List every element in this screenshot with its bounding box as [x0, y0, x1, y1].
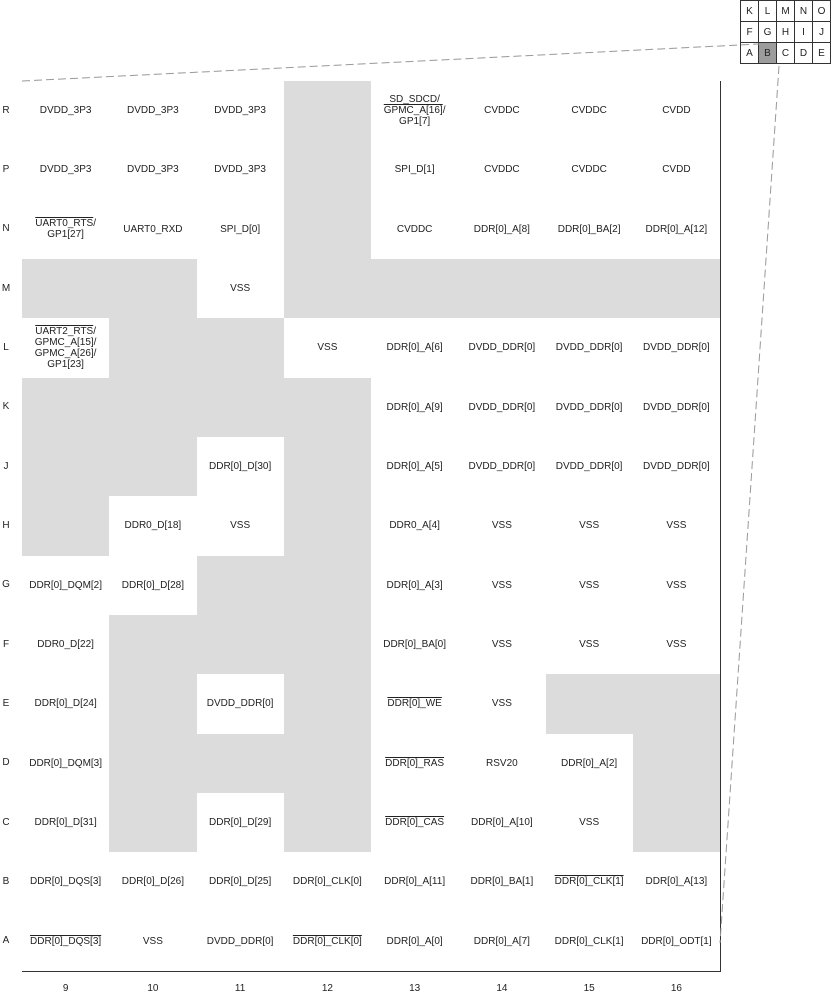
- signal-line: DVDD_DDR[0]: [643, 461, 710, 473]
- signal-line: DDR[0]_A[8]: [473, 223, 530, 235]
- signal-line: UART2_RTS/: [35, 325, 96, 337]
- signal-line: SPI_D[1]: [394, 164, 435, 176]
- leader-line-left: [22, 44, 759, 81]
- mini-map-cell-H: H: [776, 21, 795, 43]
- column-label-10: 10: [147, 983, 159, 994]
- signal-line: VSS: [142, 935, 163, 947]
- signal-line: DVDD_3P3: [214, 164, 266, 176]
- signal-line: CVDDC: [396, 223, 433, 235]
- leader-line-right: [720, 66, 779, 943]
- signal-line: DDR[0]_A[12]: [645, 223, 708, 235]
- signal-line: DVDD_DDR[0]: [206, 698, 274, 710]
- signal-line: DDR[0]_D[26]: [121, 876, 184, 888]
- signal-line: DDR[0]_A[9]: [386, 401, 443, 413]
- signal-line: DVDD_DDR[0]: [643, 342, 710, 354]
- mini-map-cell-K: K: [740, 0, 759, 22]
- signal-line: DDR[0]_A[13]: [645, 876, 708, 888]
- column-label-15: 15: [583, 983, 595, 994]
- signal-line: DDR[0]_A[5]: [386, 461, 443, 473]
- signal-line: DDR[0]_CLK[1]: [554, 876, 624, 888]
- signal-line: DDR0_D[18]: [124, 520, 182, 532]
- signal-line: DDR[0]_CLK[0]: [292, 935, 362, 947]
- mini-map-cell-B: B: [758, 42, 777, 64]
- signal-line: DDR[0]_D[31]: [34, 817, 97, 829]
- signal-line: DDR[0]_CLK[1]: [554, 935, 624, 947]
- signal-line: DDR[0]_DQM[3]: [29, 757, 103, 769]
- signal-line: SPI_D[0]: [220, 223, 261, 235]
- signal-line: GPMC_A[16]/: [383, 105, 446, 117]
- signal-line: CVDDC: [571, 105, 607, 117]
- signal-line: GP1[23]: [47, 358, 84, 370]
- signal-line: CVDDC: [484, 105, 520, 117]
- signal-line: VSS: [579, 817, 600, 829]
- signal-line: DVDD_3P3: [127, 164, 179, 176]
- signal-line: VSS: [579, 520, 600, 532]
- signal-line: UART0_RXD: [123, 223, 183, 235]
- signal-line: CVDD: [662, 164, 691, 176]
- signal-line: DVDD_DDR[0]: [468, 401, 536, 413]
- signal-line: DDR[0]_CAS: [385, 817, 445, 829]
- signal-line: DDR[0]_RAS: [385, 757, 445, 769]
- mini-map-cell-G: G: [758, 21, 777, 43]
- signal-line: SD_SDCD/: [389, 94, 440, 106]
- signal-line: DDR[0]_A[2]: [561, 757, 618, 769]
- mini-map-cell-I: I: [794, 21, 813, 43]
- row-label-R: R: [2, 104, 10, 116]
- signal-line: DDR[0]_D[24]: [34, 698, 97, 710]
- signal-line: DDR[0]_WE: [387, 698, 442, 710]
- signal-line: DVDD_DDR[0]: [555, 461, 623, 473]
- signal-line: VSS: [230, 520, 251, 532]
- signal-line: DVDD_3P3: [39, 105, 92, 117]
- signal-line: VSS: [491, 639, 512, 651]
- signal-line: DVDD_3P3: [127, 105, 179, 117]
- mini-map-cell-E: E: [812, 42, 831, 64]
- column-label-16: 16: [670, 983, 682, 994]
- signal-line: CVDDC: [484, 164, 520, 176]
- signal-line: GP1[27]: [47, 229, 84, 241]
- signal-line: VSS: [491, 520, 512, 532]
- signal-line: DVDD_DDR[0]: [555, 401, 623, 413]
- column-label-12: 12: [321, 983, 333, 994]
- signal-line: DDR[0]_ODT[1]: [641, 935, 712, 947]
- mini-map-cell-N: N: [794, 0, 813, 22]
- signal-line: VSS: [666, 520, 687, 532]
- mini-map-cell-F: F: [740, 21, 759, 43]
- signal-line: CVDDC: [571, 164, 607, 176]
- mini-map-cell-C: C: [776, 42, 795, 64]
- mini-map-cell-O: O: [812, 0, 831, 22]
- signal-line: GP1[7]: [399, 116, 431, 128]
- signal-line: DDR[0]_A[7]: [473, 935, 530, 947]
- signal-line: VSS: [230, 283, 251, 295]
- signal-line: UART0_RTS/: [35, 218, 96, 230]
- mini-map-cell-J: J: [812, 21, 831, 43]
- signal-line: DVDD_DDR[0]: [206, 935, 274, 947]
- signal-line: DDR0_A[4]: [389, 520, 440, 532]
- signal-line: DDR[0]_DQS[3]: [30, 935, 102, 947]
- signal-line: GPMC_A[15]/: [34, 336, 97, 348]
- signal-line: VSS: [579, 639, 600, 651]
- row-label-L: L: [3, 341, 9, 353]
- signal-line: DDR[0]_BA[1]: [470, 876, 534, 888]
- signal-line: VSS: [491, 579, 512, 591]
- column-label-9: 9: [62, 983, 69, 994]
- signal-line: VSS: [579, 579, 600, 591]
- row-label-C: C: [2, 816, 10, 828]
- mini-map-cell-A: A: [740, 42, 759, 64]
- signal-line: DDR[0]_A[10]: [471, 817, 533, 829]
- column-label-14: 14: [496, 983, 508, 994]
- signal-line: DDR0_D[22]: [37, 639, 94, 651]
- signal-line: VSS: [666, 579, 687, 591]
- signal-line: RSV20: [486, 757, 518, 769]
- signal-line: DDR[0]_DQM[2]: [29, 579, 103, 591]
- row-label-P: P: [2, 163, 10, 175]
- row-label-E: E: [2, 697, 10, 709]
- signal-line: CVDD: [662, 105, 691, 117]
- signal-line: VSS: [491, 698, 512, 710]
- row-label-M: M: [1, 282, 11, 294]
- row-label-G: G: [2, 579, 10, 591]
- column-label-13: 13: [409, 983, 421, 994]
- signal-line: DDR[0]_A[3]: [386, 579, 443, 591]
- signal-line: DVDD_3P3: [214, 105, 266, 117]
- signal-line: VSS: [666, 639, 687, 651]
- signal-line: DDR[0]_A[11]: [384, 876, 446, 888]
- row-label-J: J: [3, 460, 9, 472]
- row-label-K: K: [2, 401, 10, 413]
- mini-map-cell-M: M: [776, 0, 795, 22]
- row-label-A: A: [2, 935, 10, 947]
- signal-line: VSS: [317, 342, 338, 354]
- signal-line: DVDD_DDR[0]: [468, 461, 536, 473]
- signal-line: DDR[0]_D[25]: [209, 876, 272, 888]
- signal-line: DVDD_DDR[0]: [555, 342, 623, 354]
- signal-line: DDR[0]_D[29]: [209, 817, 272, 829]
- signal-line: DDR[0]_A[6]: [386, 342, 443, 354]
- mini-map-cell-D: D: [794, 42, 813, 64]
- signal-line: DDR[0]_D[28]: [121, 579, 184, 591]
- row-label-N: N: [2, 223, 10, 235]
- signal-line: DDR[0]_BA[0]: [383, 639, 447, 651]
- row-label-B: B: [2, 875, 10, 887]
- signal-line: DVDD_DDR[0]: [643, 401, 710, 413]
- signal-line: DVDD_3P3: [39, 164, 92, 176]
- signal-line: DDR[0]_DQS[3]: [30, 876, 102, 888]
- signal-line: DDR[0]_CLK[0]: [292, 876, 362, 888]
- signal-line: GPMC_A[26]/: [34, 347, 97, 359]
- row-label-D: D: [2, 757, 10, 769]
- signal-line: DDR[0]_A[0]: [386, 935, 443, 947]
- row-label-F: F: [2, 638, 10, 650]
- column-label-11: 11: [234, 983, 246, 994]
- row-label-H: H: [2, 519, 10, 531]
- signal-line: DDR[0]_BA[2]: [557, 223, 621, 235]
- signal-line: DVDD_DDR[0]: [468, 342, 536, 354]
- signal-line: DDR[0]_D[30]: [209, 461, 272, 473]
- mini-map-cell-L: L: [758, 0, 777, 22]
